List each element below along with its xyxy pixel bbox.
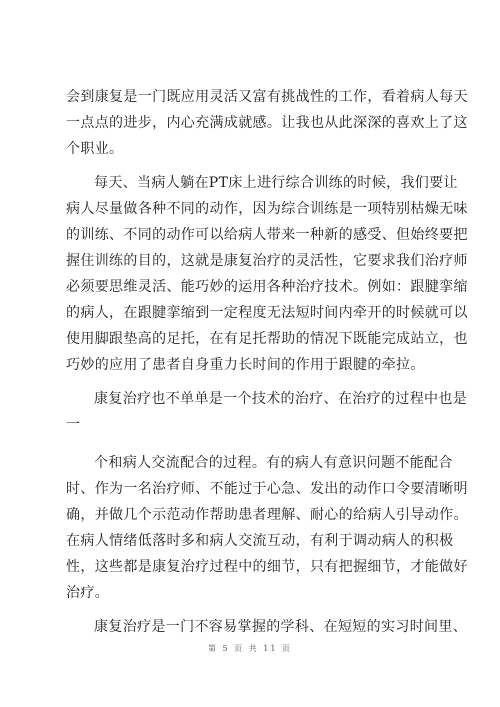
- text-line: 一点点的进步，内心充满成就感。让我也从此深深的喜欢上了这: [66, 115, 468, 131]
- text-line: 治疗。: [66, 585, 110, 601]
- text-line: 必须要思维灵活、能巧妙的运用各种治疗技术。例如：跟腱挛缩: [66, 279, 468, 295]
- text-line: 在病人情绪低落时多和病人交流互动，有利于调动病人的积极: [66, 533, 454, 549]
- page-footer: 第 5 页 共 11 页: [208, 644, 292, 653]
- text-line: 时、作为一名治疗师、不能过于心急、发出的动作口令要清晰明: [66, 481, 468, 497]
- text-line: 的训练、不同的动作可以给病人带来一种新的感受、但始终要把: [66, 227, 468, 243]
- text-line: 病人尽量做各种不同的动作，因为综合训练是一项特别枯燥无味: [66, 201, 468, 217]
- text-line: 使用脚跟垫高的足托，在有足托帮助的情况下既能完成站立，也: [66, 331, 468, 347]
- text-line: 的病人，在跟腱挛缩到一定程度无法短时间内牵开的时候就可以: [66, 305, 468, 321]
- text-line: 每天、当病人躺在PT床上进行综合训练的时候，我们要让: [94, 175, 458, 191]
- text-line: 会到康复是一门既应用灵活又富有挑战性的工作，看着病人每天: [66, 89, 468, 105]
- text-line: 握住训练的目的，这就是康复治疗的灵活性，它要求我们治疗师: [66, 253, 468, 269]
- text-line: 康复治疗是一门不容易掌握的学科、在短短的实习时间里、: [94, 619, 468, 635]
- text-line: 确，并做几个示范动作帮助患者理解、耐心的给病人引导动作。: [66, 507, 468, 523]
- text-line: 一: [66, 417, 81, 433]
- text-line: 个职业。: [66, 141, 124, 157]
- text-line: 性，这些都是康复治疗过程中的细节，只有把握细节，才能做好: [66, 559, 468, 575]
- text-line: 康复治疗也不单单是一个技术的治疗、在治疗的过程中也是: [94, 391, 468, 407]
- text-line: 个和病人交流配合的过程。有的病人有意识问题不能配合: [94, 455, 453, 471]
- text-line: 巧妙的应用了患者自身重力长时间的作用于跟腱的牵拉。: [66, 357, 425, 373]
